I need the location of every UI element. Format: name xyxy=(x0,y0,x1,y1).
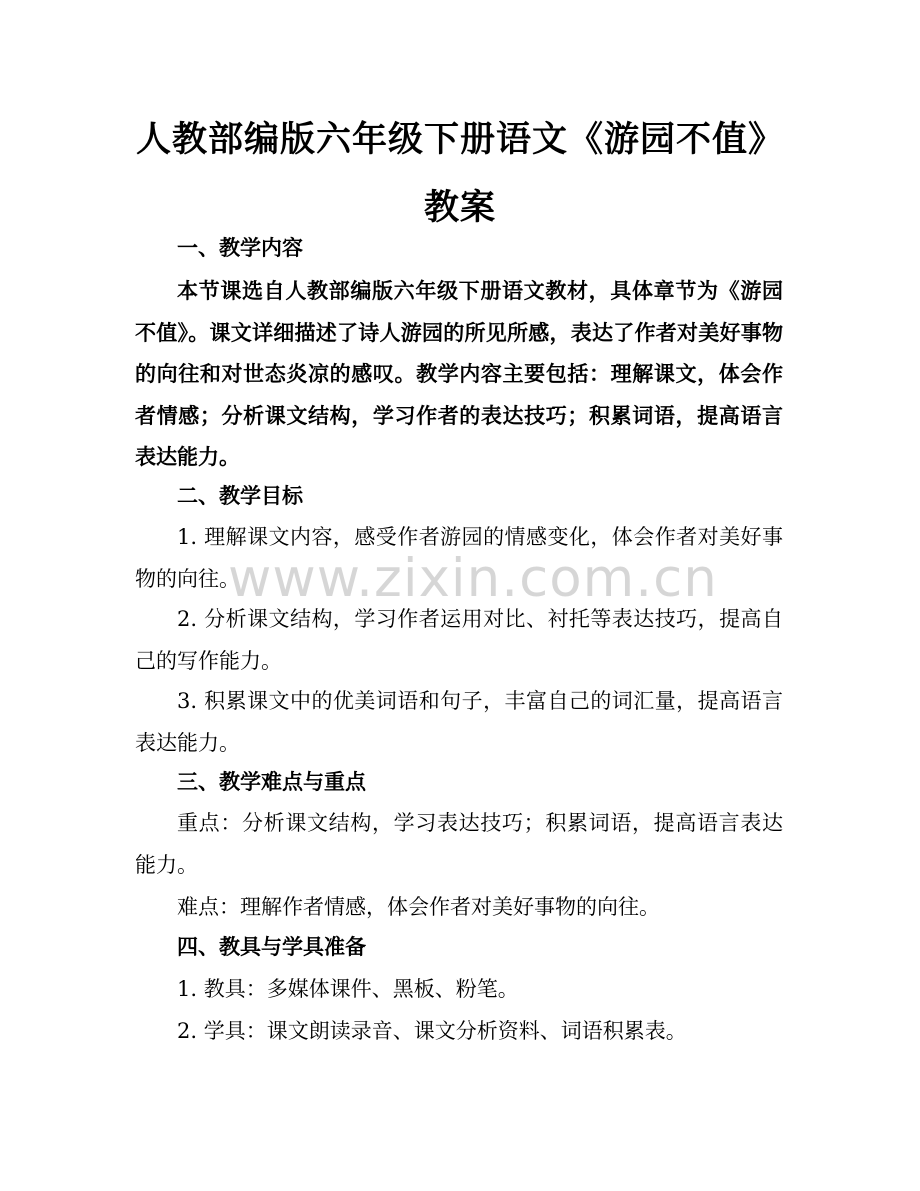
watermark: www.zixin.com.cn xyxy=(228,548,718,609)
objective-item-1: 1. 理解课文内容，感受作者游园的情感变化，体会作者对美好事物的向往。 xyxy=(135,525,783,591)
key-point-item: 重点：分析课文结构，学习表达技巧；积累词语，提高语言表达能力。 xyxy=(135,811,783,877)
section-heading-key-points: 三、教学难点与重点 xyxy=(177,769,366,794)
objective-item-2: 2. 分析课文结构，学习作者运用对比、衬托等表达技巧，提高自己的写作能力。 xyxy=(135,607,783,673)
material-item-2: 2. 学具：课文朗读录音、课文分析资料、词语积累表。 xyxy=(177,1019,687,1043)
section-heading-objectives: 二、教学目标 xyxy=(177,483,303,508)
document-title: 人教部编版六年级下册语文《游园不值》教案 xyxy=(135,119,784,228)
section-heading-materials: 四、教具与学具准备 xyxy=(177,934,366,959)
content-paragraph: 本节课选自人教部编版六年级下册语文教材，具体章节为《游园不值》。课文详细描述了诗人游园的所见所感，表达了作者对美好事物的向往和对世态炎凉的感叹。教学内容主要包括：理解课文，体会作者情感；分析课文结构，学习作者的表达技巧；积累词语，提高语言表达能力。 xyxy=(135,278,783,469)
objective-item-3: 3. 积累课文中的优美词语和句子，丰富自己的词汇量，提高语言表达能力。 xyxy=(135,689,783,755)
section-heading-content: 一、教学内容 xyxy=(177,235,303,260)
difficulty-item: 难点：理解作者情感，体会作者对美好事物的向往。 xyxy=(177,895,660,919)
material-item-1: 1. 教具：多媒体课件、黑板、粉笔。 xyxy=(177,977,519,1001)
